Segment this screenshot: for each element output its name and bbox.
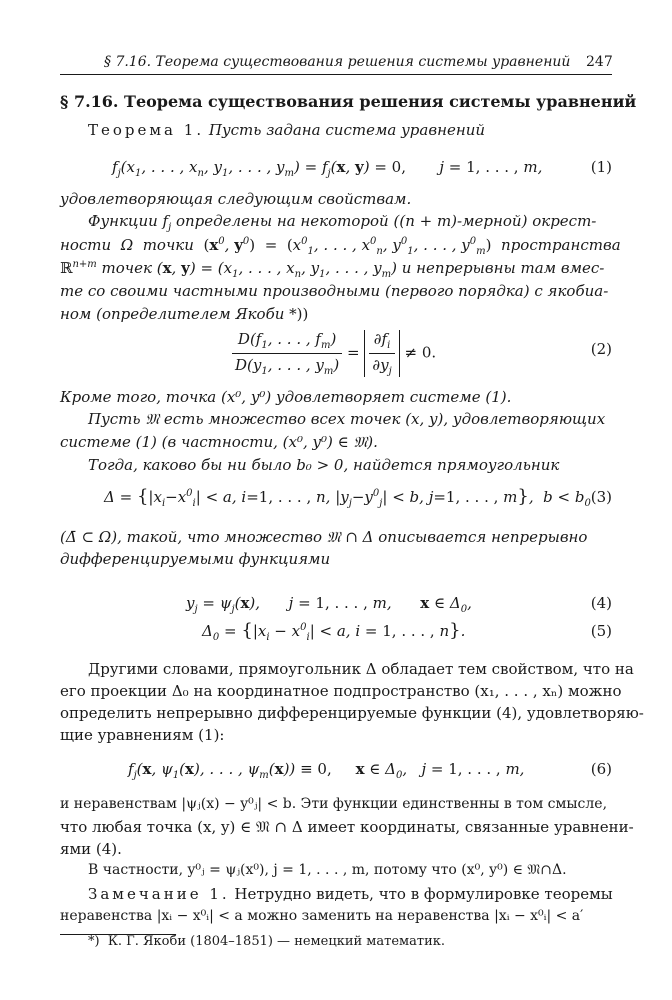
set-paragraph-line-1: Пусть 𝔐 есть множество всех точек (x, y), удовлетворяющих bbox=[88, 410, 606, 428]
remark-line-2: неравенства |xᵢ − x⁰ᵢ| < a можно заменить на неравенства |xᵢ − x⁰ᵢ| < a′ bbox=[60, 908, 584, 924]
uniqueness-line-2: что любая точка (x, y) ∈ 𝔐 ∩ Δ имеет координаты, связанные уравнени- bbox=[60, 818, 634, 836]
equation-3-number: (3) bbox=[590, 488, 612, 506]
particular-case-line: В частности, y⁰ⱼ = ψⱼ(x⁰), j = 1, . . . , m, потому что (x⁰, y⁰) ∈ 𝔐∩Δ. bbox=[88, 862, 567, 878]
footnote bbox=[88, 934, 445, 949]
theorem-label: Теорема 1. bbox=[88, 121, 205, 139]
body-paragraph-line-3: определить непрерывно дифференцируемые функции (4), удовлетворяю- bbox=[60, 704, 644, 722]
functions-paragraph-line-3: ℝ$^{n+m}$ точек (x, $y) = (x_1$, . . . , $x_n$, $y_1$, . . . , $y_m$) и непрерывны там вмес- bbox=[60, 259, 605, 280]
equation-1-number: (1) bbox=[590, 158, 612, 176]
page-number: 247 bbox=[586, 54, 613, 70]
header-rule bbox=[60, 74, 612, 75]
equation-5-number: (5) bbox=[590, 622, 612, 640]
description-line-2: дифференцируемыми функциями bbox=[60, 550, 331, 568]
functions-paragraph-line-5: ном (определителем Якоби *)) bbox=[60, 305, 309, 323]
section-title: § 7.16. Теорема существования решения системы уравнений bbox=[60, 92, 637, 111]
body-paragraph-line-2: его проекции Δ₀ на координатное подпространство (x₁, . . . , xₙ) можно bbox=[60, 682, 622, 700]
remark-text: Нетрудно видеть, что в формулировке теоремы bbox=[229, 885, 613, 903]
equation-4-number: (4) bbox=[590, 594, 612, 612]
equation-6-number: (6) bbox=[590, 760, 612, 778]
functions-paragraph-line-1: Функции $f_j$ определены на некоторой ((n + m)-мерной) окрест- bbox=[88, 212, 597, 233]
equation-4: $y_j = \psi_j(x)$, j = 1, . . . , m, x ∈ $\Delta_0$, bbox=[186, 594, 472, 615]
functions-paragraph-line-2: ности Ω точки ($x^0$, $y^0) = (x^0_1$, . . . , $x^0_n$, $y^0_1$, . . . , $y^0_m$) пространства bbox=[60, 236, 621, 257]
condition-paragraph: Кроме того, точка (x⁰, y⁰) удовлетворяет системе (1). bbox=[60, 388, 512, 406]
description-line-1: (Δ̄ ⊂ Ω), такой, что множество 𝔐 ∩ Δ описывается непрерывно bbox=[60, 528, 588, 546]
rectangle-paragraph: Тогда, каково бы ни было b₀ > 0, найдется прямоугольник bbox=[88, 456, 560, 474]
equation-2-number: (2) bbox=[590, 340, 612, 358]
body-paragraph-line-1: Другими словами, прямоугольник Δ обладает тем свойством, что на bbox=[88, 660, 634, 678]
running-title: § 7.16. Теорема существования решения системы уравнений bbox=[104, 54, 571, 70]
equation-2: $\frac{D(f_1, . . . , f_m)}{D(y_1, . . . , y_m)}$ = $\frac{\partial f_i}{\partial y_j}$ ≠ 0. bbox=[232, 330, 436, 377]
theorem-intro-text: Пусть задана система уравнений bbox=[208, 121, 486, 139]
functions-paragraph-line-4: те со своими частными производными (первого порядка) с якобиа- bbox=[60, 282, 609, 300]
equation-6: $f_j(x$, $\psi_1(x)$, . . . , $\psi_m(x)) \equiv 0$, x ∈ $\Delta_0$, j = 1, . . . , m, bbox=[128, 760, 525, 781]
set-paragraph-line-2: системе (1) (в частности, (x⁰, y⁰) ∈ 𝔐). bbox=[60, 433, 378, 451]
footnote-mark: *) bbox=[88, 934, 100, 949]
equation-1: $f_j(x_1$, . . . , $x_n$, $y_1$, . . . , $y_m) = f_j(x$, y) = 0, j = 1, . . . , m, bbox=[112, 158, 543, 179]
remark-line-1 bbox=[88, 885, 613, 903]
theorem-properties-line: удовлетворяющая следующим свойствам. bbox=[60, 190, 412, 208]
uniqueness-line-3: ями (4). bbox=[60, 840, 122, 858]
footnote-text: К. Г. Якоби (1804–1851) — немецкий математик. bbox=[107, 934, 446, 949]
body-paragraph-line-4: щие уравнениям (1): bbox=[60, 726, 225, 744]
equation-3: $\Delta = \{|x_i-x^0_i| < a$, i=1, . . . , n, $|y_j-y^0_j| < b$, j=1, . . . , m}, $b < b_0$ bbox=[104, 486, 591, 509]
equation-5: $\Delta_0 = \{|x_i - x^0_i| < a$, i = 1, . . . , n}. bbox=[202, 620, 466, 643]
theorem-intro bbox=[88, 121, 485, 139]
remark-label: Замечание 1. bbox=[88, 885, 230, 903]
uniqueness-line-1: и неравенствам |ψⱼ(x) − y⁰ⱼ| < b. Эти функции единственны в том смысле, bbox=[60, 796, 608, 812]
